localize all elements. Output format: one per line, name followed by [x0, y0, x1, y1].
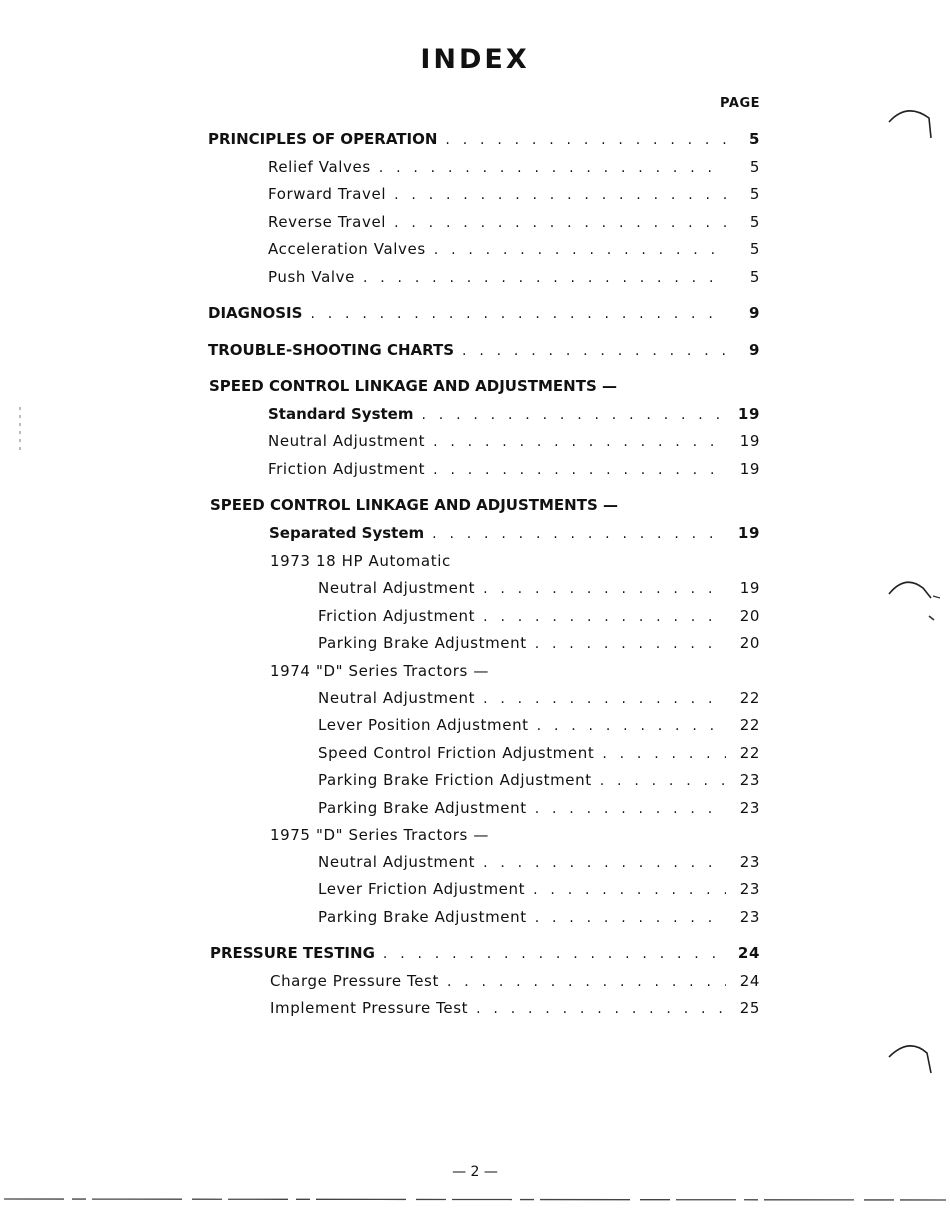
leader-dots	[447, 971, 726, 993]
toc-entry-page: 19	[737, 524, 760, 542]
toc-entry-label: Reverse Travel	[268, 213, 387, 231]
toc-entry-page: 5	[749, 158, 760, 176]
toc-subheading: 1974 "D" Series Tractors —	[270, 662, 489, 680]
toc-entry-label: DIAGNOSIS	[208, 304, 303, 322]
toc-entry[interactable]	[318, 878, 760, 900]
toc-entry-page: 5	[749, 213, 760, 231]
toc-entry-label: Acceleration Valves	[268, 240, 426, 258]
toc-entry[interactable]	[270, 970, 760, 992]
toc-entry[interactable]	[270, 997, 760, 1019]
toc-entry[interactable]	[269, 522, 760, 544]
leader-dots	[310, 303, 726, 325]
toc-entry[interactable]	[210, 942, 760, 964]
page-title: INDEX	[420, 44, 530, 75]
leader-dots	[462, 340, 726, 362]
toc-entry[interactable]	[318, 769, 760, 791]
toc-entry-label: Separated System	[269, 524, 425, 542]
toc-entry-label: Parking Brake Adjustment	[318, 634, 527, 652]
toc-entry[interactable]	[268, 458, 760, 480]
toc-entry-page: 23	[739, 853, 760, 871]
leader-dots	[483, 852, 726, 874]
scan-mark-icon	[17, 405, 23, 455]
toc-entry-label: TROUBLE-SHOOTING CHARTS	[208, 341, 455, 359]
scan-edge-line-icon	[0, 1192, 950, 1206]
toc-section-heading: SPEED CONTROL LINKAGE AND ADJUSTMENTS —	[209, 377, 617, 395]
toc-entry-page: 24	[737, 944, 760, 962]
leader-dots	[433, 431, 726, 453]
toc-entry-page: 25	[739, 999, 760, 1017]
leader-dots	[434, 239, 726, 261]
toc-entry-page: 19	[739, 460, 760, 478]
toc-entry-page: 5	[748, 130, 760, 148]
leader-dots	[394, 212, 726, 234]
leader-dots	[537, 715, 726, 737]
toc-entry-page: 5	[749, 268, 760, 286]
toc-entry-page: 22	[739, 716, 760, 734]
toc-entry-label: Parking Brake Friction Adjustment	[318, 771, 592, 789]
page-number-footer: — 2 —	[452, 1164, 498, 1180]
toc-entry-page: 5	[749, 185, 760, 203]
toc-entry[interactable]	[268, 156, 760, 178]
toc-entry-label: Relief Valves	[268, 158, 371, 176]
toc-entry[interactable]	[318, 632, 760, 654]
leader-dots	[394, 184, 726, 206]
toc-entry-label: Neutral Adjustment	[318, 689, 476, 707]
toc-entry-page: 23	[739, 880, 760, 898]
toc-entry-label: PRINCIPLES OF OPERATION	[208, 130, 438, 148]
toc-entry[interactable]	[268, 403, 760, 425]
toc-entry[interactable]	[318, 851, 760, 873]
toc-entry[interactable]	[208, 339, 760, 361]
toc-entry-page: 23	[739, 908, 760, 926]
toc-entry[interactable]	[318, 577, 760, 599]
toc-entry-page: 20	[739, 607, 760, 625]
leader-dots	[432, 523, 726, 545]
leader-dots	[433, 459, 726, 481]
binder-hole-arc-icon	[885, 100, 935, 140]
leader-dots	[445, 129, 726, 151]
toc-entry-label: Parking Brake Adjustment	[318, 908, 527, 926]
leader-dots	[483, 578, 726, 600]
toc-entry[interactable]	[268, 266, 760, 288]
toc-entry-page: 23	[739, 771, 760, 789]
toc-entry[interactable]	[208, 302, 760, 324]
toc-entry-label: PRESSURE TESTING	[210, 944, 375, 962]
toc-entry[interactable]	[318, 797, 760, 819]
toc-entry[interactable]	[268, 430, 760, 452]
toc-entry-page: 22	[739, 744, 760, 762]
leader-dots	[535, 907, 726, 929]
leader-dots	[483, 606, 726, 628]
toc-entry[interactable]	[268, 211, 760, 233]
toc-entry[interactable]	[318, 605, 760, 627]
toc-entry-label: Lever Position Adjustment	[318, 716, 529, 734]
leader-dots	[600, 770, 726, 792]
page-column-header: PAGE	[720, 96, 760, 111]
toc-entry-page: 5	[749, 240, 760, 258]
toc-entry-page: 19	[739, 579, 760, 597]
toc-entry-label: Parking Brake Adjustment	[318, 799, 527, 817]
toc-subheading: 1973 18 HP Automatic	[270, 552, 451, 570]
toc-entry-page: 24	[739, 972, 760, 990]
toc-subheading: 1975 "D" Series Tractors —	[270, 826, 489, 844]
toc-entry-label: Friction Adjustment	[318, 607, 476, 625]
leader-dots	[421, 404, 726, 426]
toc-entry-label: Neutral Adjustment	[318, 853, 476, 871]
toc-entry[interactable]	[208, 128, 760, 150]
toc-entry[interactable]	[318, 714, 760, 736]
toc-entry-label: Push Valve	[268, 268, 355, 286]
leader-dots	[535, 633, 726, 655]
toc-entry-page: 19	[737, 405, 760, 423]
toc-entry[interactable]	[318, 906, 760, 928]
toc-entry-label: Forward Travel	[268, 185, 387, 203]
toc-entry-page: 9	[748, 341, 760, 359]
toc-entry-label: Lever Friction Adjustment	[318, 880, 526, 898]
toc-entry-page: 9	[748, 304, 760, 322]
leader-dots	[483, 688, 726, 710]
leader-dots	[363, 267, 726, 289]
toc-entry-page: 20	[739, 634, 760, 652]
toc-entry-label: Speed Control Friction Adjustment	[318, 744, 595, 762]
toc-entry-label: Standard System	[268, 405, 414, 423]
leader-dots	[602, 743, 726, 765]
toc-entry-label: Neutral Adjustment	[268, 432, 426, 450]
toc-entry-label: Charge Pressure Test	[270, 972, 439, 990]
binder-hole-arc-icon	[885, 1035, 935, 1075]
toc-entry[interactable]	[318, 742, 760, 764]
leader-dots	[383, 943, 726, 965]
binder-hole-arc-icon	[885, 570, 945, 630]
toc-section-heading: SPEED CONTROL LINKAGE AND ADJUSTMENTS —	[210, 496, 618, 514]
toc-entry-page: 19	[739, 432, 760, 450]
toc-entry-label: Neutral Adjustment	[318, 579, 476, 597]
toc-entry[interactable]	[318, 687, 760, 709]
leader-dots	[533, 879, 726, 901]
toc-entry-page: 22	[739, 689, 760, 707]
leader-dots	[535, 798, 726, 820]
leader-dots	[476, 998, 726, 1020]
toc-entry-label: Friction Adjustment	[268, 460, 426, 478]
toc-entry[interactable]	[268, 238, 760, 260]
toc-entry-page: 23	[739, 799, 760, 817]
toc-entry[interactable]	[268, 183, 760, 205]
toc-entry-label: Implement Pressure Test	[270, 999, 469, 1017]
leader-dots	[379, 157, 726, 179]
